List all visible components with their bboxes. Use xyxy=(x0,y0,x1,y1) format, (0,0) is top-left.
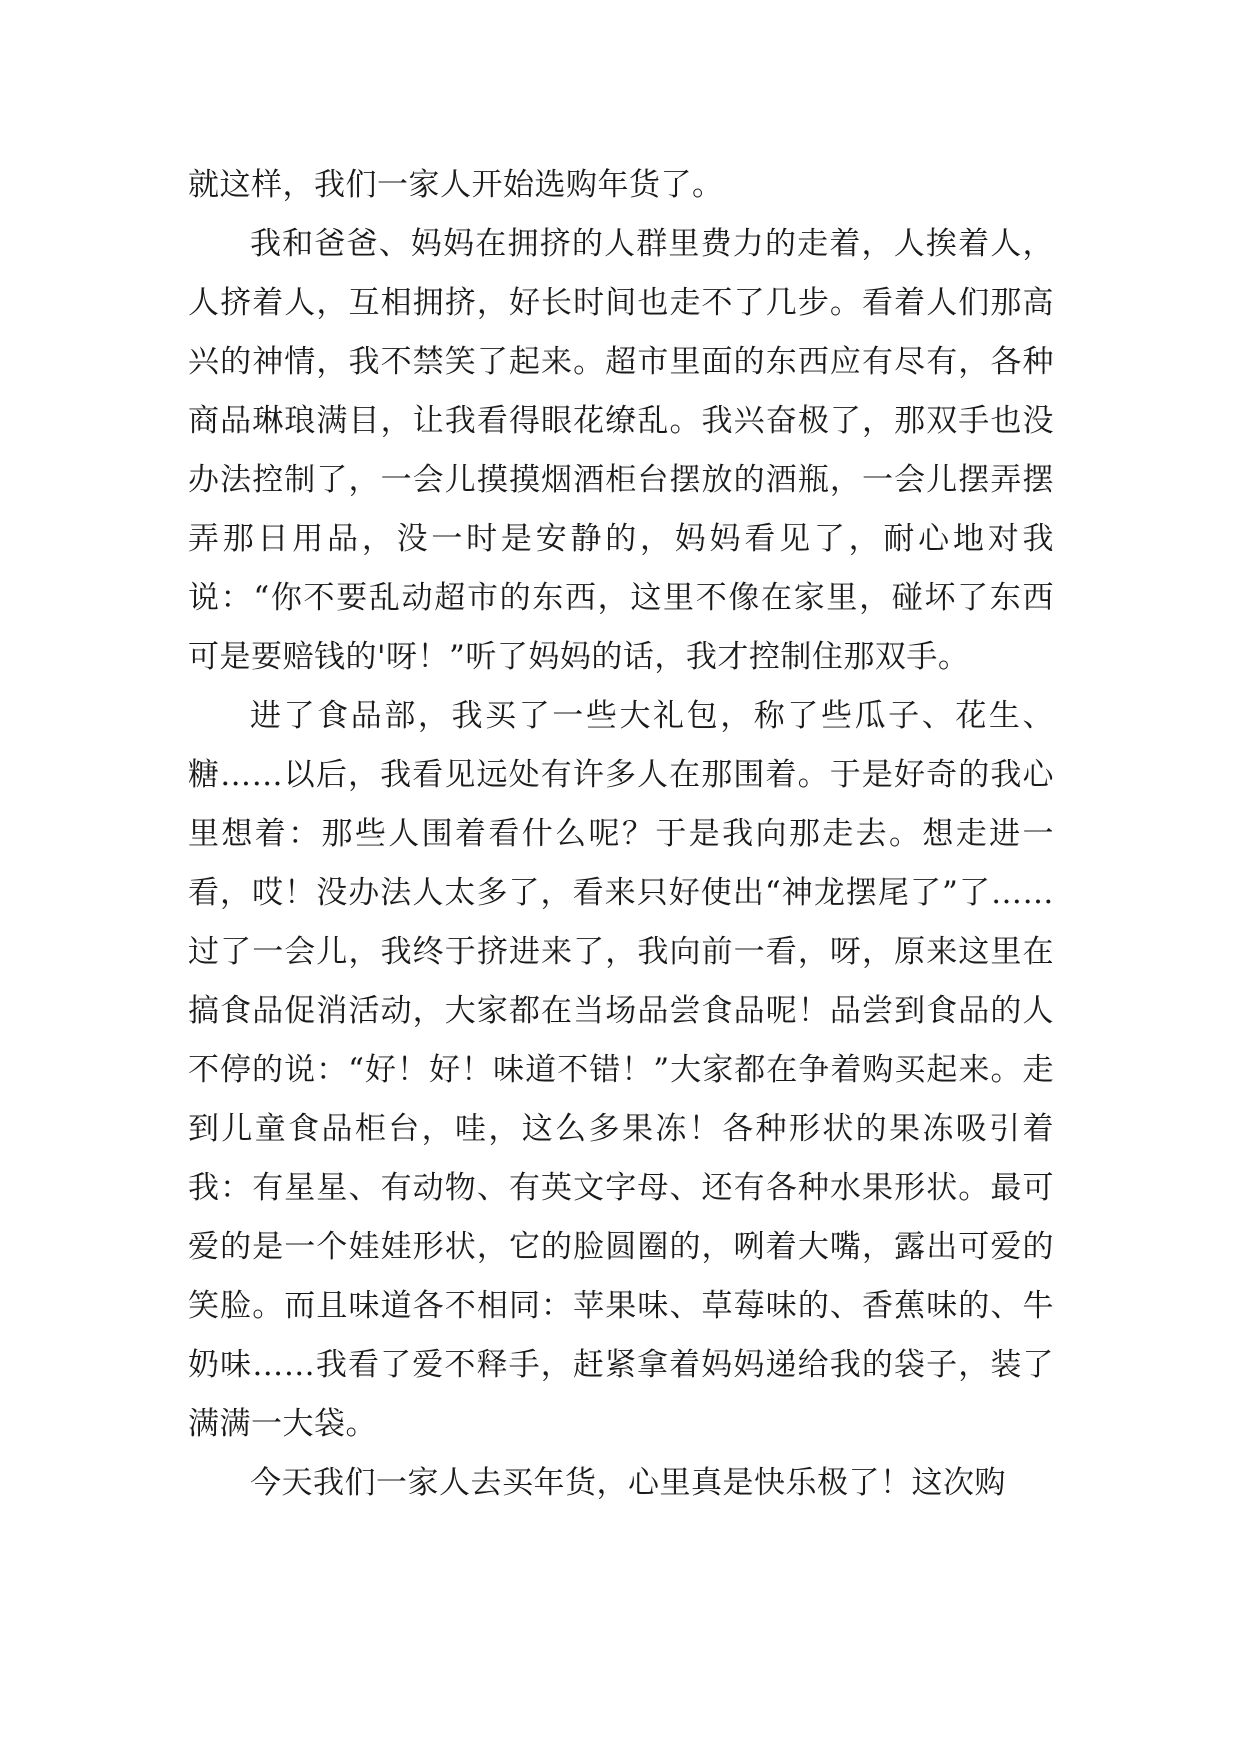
paragraph-continuation: 就这样，我们一家人开始选购年货了。 xyxy=(188,167,724,203)
paragraph-food-department: 进了食品部，我买了一些大礼包，称了些瓜子、花生、糖……以后，我看见远处有许多人在那围着。于是好奇的我心里想着：那些人围着看什么呢？于是我向那走去。想走进一看，哎！没办法人太多了，看来只好使出“神龙摆尾了”了……过了一会儿，我终于挤进来了，我向前一看，呀，原来这里在搞食品促消活动，大家都在当场品尝食品呢！品尝到食品的人不停的说：“好！好！味道不错！”大家都在争着购买起来。走到儿童食品柜台，哇，这么多果冻！各种形状的果冻吸引着我：有星星、有动物、有英文字母、还有各种水果形状。最可爱的是一个娃娃形状，它的脸圆圈的，咧着大嘴，露出可爱的笑脸。而且味道各不相同：苹果味、草莓味的、香蕉味的、牛奶味……我看了爱不释手，赶紧拿着妈妈递给我的袋子，装了满满一大袋。 xyxy=(188,698,1054,1442)
paragraph-conclusion: 今天我们一家人去买年货，心里真是快乐极了！这次购 xyxy=(250,1465,1006,1501)
document-body xyxy=(188,156,1054,1513)
paragraph-crowd: 我和爸爸、妈妈在拥挤的人群里费力的走着，人挨着人，人挤着人，互相拥挤，好长时间也走不了几步。看着人们那高兴的神情，我不禁笑了起来。超市里面的东西应有尽有，各种商品琳琅满目，让我看得眼花缭乱。我兴奋极了，那双手也没办法控制了，一会儿摸摸烟酒柜台摆放的酒瓶，一会儿摆弄摆弄那日用品，没一时是安静的，妈妈看见了，耐心地对我说：“你不要乱动超市的东西，这里不像在家里，碰坏了东西可是要赔钱的'呀！”听了妈妈的话，我才控制住那双手。 xyxy=(188,226,1054,675)
